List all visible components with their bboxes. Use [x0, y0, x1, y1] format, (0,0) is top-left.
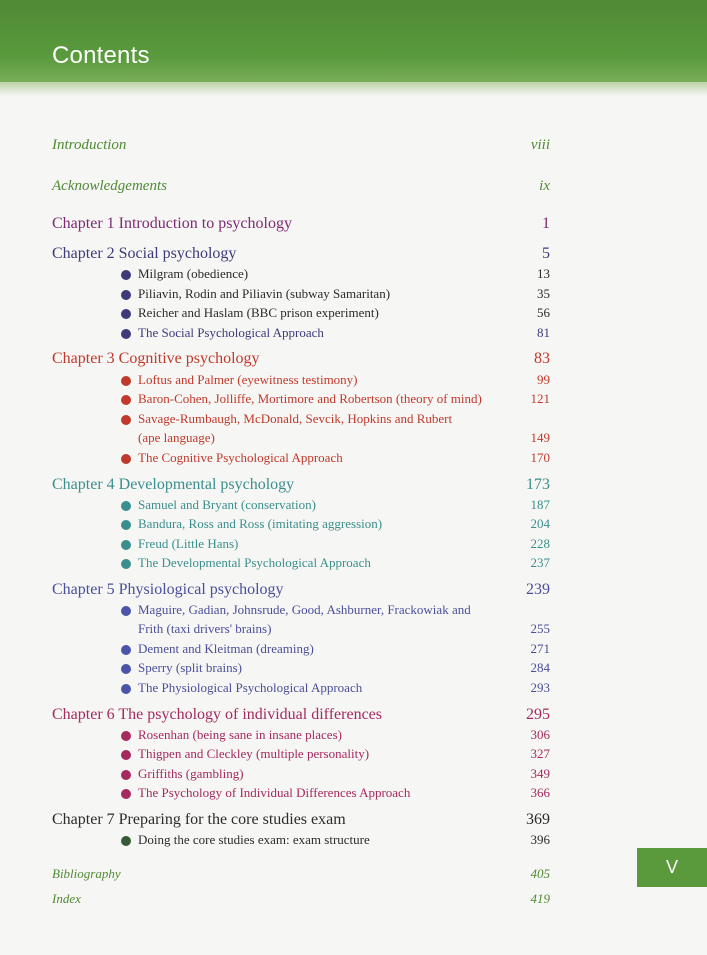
bullet-icon — [121, 376, 131, 386]
study-label: Samuel and Bryant (conservation) — [138, 497, 316, 512]
chapter-page: 83 — [534, 350, 550, 367]
chapter-page: 5 — [542, 245, 550, 262]
chapter-page: 295 — [526, 706, 550, 723]
study-label: Loftus and Palmer (eyewitness testimony) — [138, 372, 358, 387]
page-title: Contents — [52, 42, 150, 69]
toc-entry-index[interactable] — [52, 891, 550, 909]
chapter-label: Chapter 7 Preparing for the core studies exam — [52, 811, 346, 828]
toc-study[interactable] — [121, 536, 550, 554]
bullet-icon — [121, 750, 131, 760]
study-label: Rosenhan (being sane in insane places) — [138, 727, 342, 742]
bullet-icon — [121, 501, 131, 511]
toc-chapter-3[interactable] — [52, 350, 550, 370]
study-label: Baron-Cohen, Jolliffe, Mortimore and Robertson (theory of mind) — [138, 391, 482, 406]
bullet-icon — [121, 770, 131, 780]
study-label-continued: (ape language) — [138, 430, 215, 445]
study-page: 366 — [530, 785, 550, 800]
toc-study[interactable] — [121, 372, 550, 390]
chapter-label: Chapter 5 Physiological psychology — [52, 581, 284, 598]
toc-entry-page: 405 — [530, 866, 550, 881]
chapter-page: 173 — [526, 476, 550, 493]
toc-study[interactable] — [121, 641, 550, 659]
bullet-icon — [121, 684, 131, 694]
toc-study[interactable] — [121, 832, 550, 850]
study-label: Maguire, Gadian, Johnsrude, Good, Ashburner, Frackowiak and — [138, 602, 471, 617]
study-page: 271 — [530, 641, 550, 656]
toc-study[interactable] — [121, 727, 550, 745]
study-label: The Developmental Psychological Approach — [138, 555, 371, 570]
bullet-icon — [121, 270, 131, 280]
study-label: Savage-Rumbaugh, McDonald, Sevcik, Hopkins and Rubert — [138, 411, 453, 426]
study-page: 349 — [530, 766, 550, 781]
toc-study[interactable] — [121, 766, 550, 784]
bullet-icon — [121, 290, 131, 300]
study-label: Dement and Kleitman (dreaming) — [138, 641, 314, 656]
study-label: Freud (Little Hans) — [138, 536, 239, 551]
study-label: The Physiological Psychological Approach — [138, 680, 363, 695]
bullet-icon — [121, 309, 131, 319]
study-page: 293 — [530, 680, 550, 695]
bullet-icon — [121, 540, 131, 550]
toc-entry-label: Index — [52, 891, 81, 906]
study-page: 56 — [537, 305, 550, 320]
bullet-icon — [121, 415, 131, 425]
study-label: Piliavin, Rodin and Piliavin (subway Samaritan) — [138, 286, 391, 301]
study-label: The Cognitive Psychological Approach — [138, 450, 343, 465]
study-page: 170 — [530, 450, 550, 465]
study-page: 121 — [530, 391, 550, 406]
chapter-label: Chapter 2 Social psychology — [52, 245, 237, 262]
toc-entry-page: 419 — [530, 891, 550, 906]
toc-chapter-6[interactable] — [52, 706, 550, 726]
study-label: Sperry (split brains) — [138, 660, 242, 675]
toc-study-continued[interactable] — [121, 430, 550, 448]
study-page: 237 — [530, 555, 550, 570]
bullet-icon — [121, 645, 131, 655]
study-page: 149 — [530, 430, 550, 445]
chapter-label: Chapter 6 The psychology of individual differences — [52, 706, 382, 723]
toc-chapter-2[interactable] — [52, 245, 550, 265]
chapter-page: 1 — [542, 215, 550, 232]
toc-study[interactable] — [121, 411, 550, 429]
chapter-label: Chapter 4 Developmental psychology — [52, 476, 295, 493]
toc-study[interactable] — [121, 680, 550, 698]
toc-chapter-1[interactable] — [52, 215, 550, 235]
toc-entry-label: Bibliography — [52, 866, 121, 881]
toc-study[interactable] — [121, 266, 550, 284]
toc-study-continued[interactable] — [121, 621, 550, 639]
toc-study[interactable] — [121, 450, 550, 468]
toc-study[interactable] — [121, 325, 550, 343]
toc-chapter-4[interactable] — [52, 476, 550, 496]
study-page: 35 — [537, 286, 550, 301]
toc-chapter-7[interactable] — [52, 811, 550, 831]
study-page: 99 — [537, 372, 550, 387]
bullet-icon — [121, 606, 131, 616]
study-page: 81 — [537, 325, 550, 340]
header-fade — [0, 82, 707, 96]
bullet-icon — [121, 664, 131, 674]
chapter-label: Chapter 1 Introduction to psychology — [52, 215, 292, 232]
toc-entry-bibliography[interactable] — [52, 866, 550, 884]
study-label: Thigpen and Cleckley (multiple personality) — [138, 746, 370, 761]
study-page: 306 — [530, 727, 550, 742]
bullet-icon — [121, 789, 131, 799]
bullet-icon — [121, 520, 131, 530]
study-page: 255 — [530, 621, 550, 636]
study-page: 187 — [530, 497, 550, 512]
bullet-icon — [121, 559, 131, 569]
study-label: Bandura, Ross and Ross (imitating aggression) — [138, 516, 383, 531]
bullet-icon — [121, 454, 131, 464]
toc-study[interactable] — [121, 746, 550, 764]
toc-study[interactable] — [121, 497, 550, 515]
study-page: 396 — [530, 832, 550, 847]
chapter-label: Chapter 3 Cognitive psychology — [52, 350, 260, 367]
study-label: Doing the core studies exam: exam structure — [138, 832, 370, 847]
toc-study[interactable] — [121, 286, 550, 304]
study-label: Griffiths (gambling) — [138, 766, 244, 781]
toc-entry-acknowledgements[interactable] — [52, 178, 550, 198]
toc-study[interactable] — [121, 305, 550, 323]
toc-study[interactable] — [121, 555, 550, 573]
study-page: 284 — [530, 660, 550, 675]
toc-study[interactable] — [121, 602, 550, 620]
bullet-icon — [121, 731, 131, 741]
toc-study[interactable] — [121, 785, 550, 803]
study-label: The Social Psychological Approach — [138, 325, 324, 340]
study-label-continued: Frith (taxi drivers' brains) — [138, 621, 272, 636]
bullet-icon — [121, 836, 131, 846]
study-label: Reicher and Haslam (BBC prison experiment) — [138, 305, 379, 320]
toc-study[interactable] — [121, 516, 550, 534]
study-page: 13 — [537, 266, 550, 281]
bullet-icon — [121, 329, 131, 339]
study-page: 327 — [530, 746, 550, 761]
study-label: The Psychology of Individual Differences Approach — [138, 785, 411, 800]
toc-entry-label: Introduction — [52, 137, 127, 153]
toc-entry-page: ix — [539, 178, 550, 194]
toc-entry-label: Acknowledgements — [52, 178, 167, 194]
toc-entry-introduction[interactable] — [52, 137, 550, 157]
toc-chapter-5[interactable] — [52, 581, 550, 601]
toc-entry-page: viii — [530, 137, 550, 153]
page-number-tab: V — [637, 848, 707, 887]
toc-study[interactable] — [121, 660, 550, 678]
study-page: 228 — [530, 536, 550, 551]
bullet-icon — [121, 395, 131, 405]
chapter-page: 239 — [526, 581, 550, 598]
study-label: Milgram (obedience) — [138, 266, 249, 281]
toc-study[interactable] — [121, 391, 550, 409]
chapter-page: 369 — [526, 811, 550, 828]
study-page: 204 — [530, 516, 550, 531]
